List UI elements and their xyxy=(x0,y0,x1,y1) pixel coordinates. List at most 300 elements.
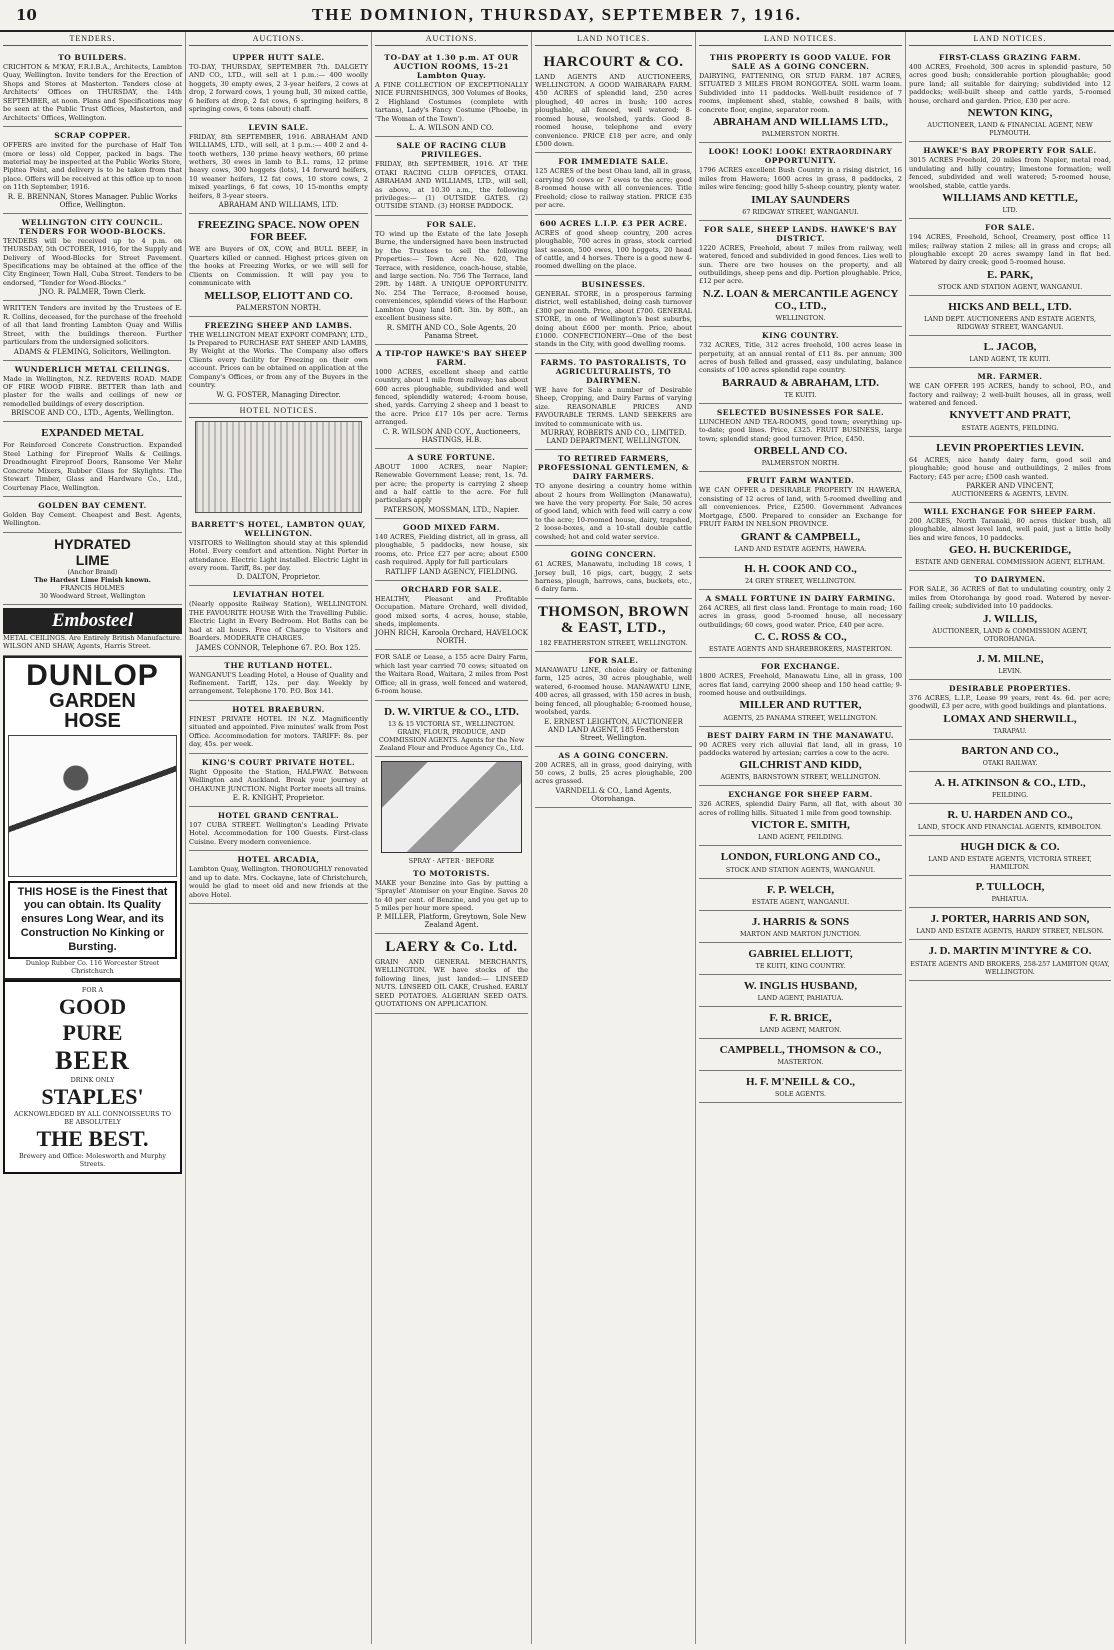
masthead xyxy=(0,0,1114,32)
ad-body: LEVIN. xyxy=(998,666,1022,675)
ad-headline: SALE OF RACING CLUB PRIVILEGES. xyxy=(396,141,507,160)
ad-headline: FOR IMMEDIATE SALE. xyxy=(558,157,669,167)
ad-headline: D. W. VIRTUE & CO., LTD. xyxy=(384,705,519,718)
column-tenders xyxy=(0,32,186,1644)
ad-headline: FOR SALE. xyxy=(984,223,1036,233)
ad-body: GRAIN AND GENERAL MERCHANTS, WELLINGTON. WE have stocks of the following lines, just landed:— LINSEED NUTS. LINSEED OIL CAKE, Crushed. EARLY SEED POTATOES. ALGERIAN SEED OATS. QUOTATIONS ON APPLICATION. xyxy=(375,957,528,1009)
ad xyxy=(909,219,1111,296)
ad-headline: WILLIAMS AND KETTLE, xyxy=(942,192,1078,205)
ad xyxy=(699,658,902,726)
ad-headline: IMLAY SAUNDERS xyxy=(751,193,850,206)
ad-headline: BARTON AND CO., xyxy=(961,744,1059,757)
ad-headline: HARCOURT & CO. xyxy=(543,54,684,70)
ad xyxy=(189,807,368,851)
ad-headline: MR. FARMER. xyxy=(977,372,1043,382)
ad-subline: Brewery and Office: Molesworth and Murphy Streets. xyxy=(18,1152,167,1169)
ad-body: LAND AGENT, MARTON. xyxy=(759,1026,842,1034)
ad-headline: J. PORTER, HARRIS AND SON, xyxy=(930,913,1090,926)
ad-body: 67 RIDGWAY STREET, WANGANUI. xyxy=(742,207,859,216)
ad-body: Made in Wellington, N.Z. REDVERS ROAD. MADE OF FIRE WOOD FIBRE. BETTER than lath and plaster for the walls and ceilings of new or remodelled buildings of every description. xyxy=(3,374,182,408)
ad-body: 61 ACRES, Manawatu, including 18 cows, 1 Jersey bull, 16 pigs, cart, buggy, 2 sets harness, plough, harrows, cans, buckets, etc., 6 dairy farm. xyxy=(535,560,692,594)
ad xyxy=(909,740,1111,772)
ad-headline: NEWTON KING, xyxy=(967,107,1053,120)
ad xyxy=(699,1007,902,1039)
ad xyxy=(699,327,902,404)
ad xyxy=(375,519,528,581)
ad-body: AUCTIONEER, LAND & FINANCIAL AGENT, NEW PLYMOUTH. xyxy=(927,121,1093,138)
ad-headline: F. P. WELCH, xyxy=(766,883,835,896)
ad xyxy=(375,650,528,700)
ad-body: PALMERSTON NORTH. xyxy=(761,459,840,468)
ad-body: WE CAN OFFER a DESIRABLE PROPERTY IN HAWERA, consisting of 12 acres of land, with 5-roomed dwelling and all conveniences. Price, £2500. Government Advances Mortgage, £500. Prepared to consider an Exchange for FRUIT FARM IN NELSON PROVINCE. xyxy=(699,486,902,529)
ad-signature: BRISCOE AND CO., LTD., Agents, Wellington. xyxy=(11,409,174,418)
ad-body: TO anyone desiring a country home within about 2 hours from Wellington (Manawatu), we have the very property. For Sale, 50 acres of good land, which with feed will carry a cow to the acre; 10-roomed house, dairy, trapshed, 2 loose-boxes, and a 10-stall double cattle cowshed; hot and cold water service. xyxy=(535,482,692,541)
ad-headline: DESIRABLE PROPERTIES. xyxy=(948,683,1072,693)
ad-body: 3015 ACRES Freehold, 20 miles from Napier, metal road, undulating and hilly country; limestone formation; well fenced, subdivided and well watered; 5-roomed house, woolshed, stable, cattle yards. xyxy=(909,156,1111,190)
ad-body: LAND, STOCK AND FINANCIAL AGENTS, KIMBOLTON. xyxy=(917,823,1103,832)
ad xyxy=(3,49,182,127)
column-heading: TENDERS. xyxy=(3,32,182,46)
ad-headline: SCRAP COPPER. xyxy=(54,131,131,141)
ad-headline: FRUIT FARM WANTED. xyxy=(746,476,855,486)
ad-body: 90 ACRES very rich alluvial flat land, all in grass, 10 paddocks watered by artesian; carries a cow to the acre. xyxy=(699,740,902,757)
ad xyxy=(909,680,1111,740)
ad-body: For Reinforced Concrete Construction. Expanded Steel Lathing for Fireproof Walls & Ceilings. Dreadnought Fireproof Doors, Ransome Ver Mehr Concrete Mixers, Rubber Glass for Skylights. The Stewart Timber, Glass and Hardware Co., Ltd., Courtenay Place, Wellington. xyxy=(3,441,182,492)
ad-body: STOCK AND STATION AGENTS, WANGANUI. xyxy=(725,865,876,874)
ad xyxy=(699,49,902,143)
ad-body: THIS HOSE is the Finest that you can obtain. Its Quality ensures Long Wear, and its Construction No Kinking or Bursting. xyxy=(8,881,177,960)
embosteel-ad xyxy=(3,605,182,656)
ad-signature: ABRAHAM AND WILLIAMS, LTD. xyxy=(218,201,339,210)
ad-body: (Nearly opposite Railway Station), WELLINGTON. THE FAVOURITE HOUSE With the Travelling Public. Electric Light in Every Bedroom. Hot Baths can be had at all hours. Free of Charge to Visitors and Boarders. MODERATE CHARGES. xyxy=(189,600,368,643)
ad-headline: LONDON, FURLONG AND CO., xyxy=(720,851,881,864)
ad xyxy=(699,1071,902,1103)
ad-body: 1796 ACRES excellent Bush Country in a rising district, 16 miles from Hawera; 1600 acres in grass, 8 paddocks, 2 miles wire fencing; good hilly 5-sheep country, plenty water. xyxy=(699,166,902,192)
ad-body: WE have for Sale a number of Desirable Sheep, Cropping, and Dairy Farms of varying size. REASONABLE PRICES AND FAVOURABLE TERMS. LAND SEEKERS are invited to communicate with us. xyxy=(535,385,692,428)
ad-headline: THE RUTLAND HOTEL. xyxy=(224,660,333,670)
ad xyxy=(699,786,902,846)
ad-body: 200 ACRES, North Taranaki, 80 acres thicker bush, all ploughable, almost level land, well paid, just a little holly lies and wire fences, 10 paddocks. xyxy=(909,516,1111,542)
column-land-notices-1 xyxy=(532,32,696,1644)
ad-headline: WELLINGTON CITY COUNCIL. TENDERS FOR WOOD-BLOCKS. xyxy=(19,217,166,236)
ad-headline: BUSINESSES. xyxy=(581,279,646,289)
ad xyxy=(375,581,528,651)
ad-subline: The Hardest Lime Finish known. xyxy=(34,575,151,584)
ad xyxy=(535,450,692,546)
ad xyxy=(375,345,528,449)
ad-headline: 600 ACRES L.I.P. £3 PER ACRE. xyxy=(539,218,688,228)
ad-headline: FOR SALE. xyxy=(588,655,639,665)
ad-headline: GOING CONCERN. xyxy=(570,550,657,560)
ad-headline: BARRAUD & ABRAHAM, LTD. xyxy=(722,376,879,389)
ad xyxy=(535,49,692,153)
column-auctions-1 xyxy=(186,32,372,1644)
ad-subline: (Anchor Brand) xyxy=(67,567,118,576)
ad-headline: HOSE xyxy=(64,709,121,732)
ad-body: 200 ACRES, all in grass, good dairying, with 50 cows, 2 bulls, 25 acres ploughable, 200 acres grassed. xyxy=(535,760,692,786)
ad xyxy=(3,127,182,214)
page-number: 10 xyxy=(16,6,37,24)
ad xyxy=(189,317,368,404)
ad xyxy=(3,214,182,302)
ad-headline: N.Z. LOAN & MERCANTILE AGENCY CO., LTD., xyxy=(702,287,899,312)
ad-body: WRITTEN Tenders are invited by the Trustees of E. R. Collins, deceased, for the purchase of the freehold of all that land fronting Lambton Quay and Willis Street, with the buildings thereon. Further particulars from the undersigned solicitors. xyxy=(3,304,182,347)
ad-headline: J. HARRIS & SONS xyxy=(751,915,850,928)
ad-headline: E. PARK, xyxy=(987,268,1033,281)
ad-headline: EXPANDED METAL xyxy=(41,427,144,440)
ad-headline: BEST DAIRY FARM IN THE MANAWATU. xyxy=(706,730,895,740)
ad-body: LAND AGENTS AND AUCTIONEERS, WELLINGTON. A GOOD WAIRARAPA FARM. 450 ACRES of splendid land, 250 acres ploughed, 40 acres in bush; 100 acres ploughable, all fenced, well watered; 8-roomed house, woolshed, yards. Good 8-roomed house, telephone and every convenience. PRICE £18 per acre, and only £500 down. xyxy=(535,72,692,148)
ad-headline: LOMAX AND SHERWILL, xyxy=(943,712,1077,725)
ad xyxy=(909,804,1111,836)
ad xyxy=(189,586,368,656)
ad-headline: THIS PROPERTY IS GOOD VALUE. FOR SALE AS A GOING CONCERN. xyxy=(709,53,892,71)
ad-signature: PATERSON, MOSSMAN, LTD., Napier. xyxy=(383,505,520,514)
ad-signature: ADAMS & FLEMING, Solicitors, Wellington. xyxy=(13,347,172,356)
ad-headline: R. U. HARDEN AND CO., xyxy=(947,809,1073,822)
ad-body: OTAKI RAILWAY. xyxy=(982,758,1038,767)
ad-headline: LAERY & Co. Ltd. xyxy=(385,939,518,956)
ad-body: MARTON AND MARTON JUNCTION. xyxy=(740,929,861,938)
ad-headline: TO RETIRED FARMERS, PROFESSIONAL GENTLEMEN, & DAIRY FARMERS. xyxy=(537,454,690,482)
ad-headline: C. C. ROSS & CO., xyxy=(754,631,847,643)
ad xyxy=(3,497,182,533)
ad xyxy=(699,472,902,557)
ad-headline: FOR SALE, SHEEP LANDS. HAWKE'S BAY DISTRICT. xyxy=(704,224,897,243)
ad xyxy=(189,49,368,119)
ad-body: ESTATE AND GENERAL COMMISSION AGENT, ELTHAM. xyxy=(915,558,1105,567)
ad-body: Right Opposite the Station, HALFWAY. Between Wellington and Auckland. Break your journey at OHAKUNE JUNCTION. Night Porter meets all trains. xyxy=(189,767,368,793)
ad-headline: FOR EXCHANGE. xyxy=(760,662,841,672)
ad xyxy=(535,153,692,214)
ad xyxy=(699,1039,902,1071)
ad-body: 376 ACRES, L.I.P., Lease 99 years, rent 4s. 6d. per acre; goodwill, £3 per acre, with good buildings and plantations. xyxy=(909,693,1111,711)
ad-headline: EXCHANGE FOR SHEEP FARM. xyxy=(728,790,873,800)
ad-headline: HOTEL BRAEBURN. xyxy=(232,704,325,714)
dunlop-hose-ad xyxy=(3,656,182,981)
ad-body: LAND AND ESTATE AGENTS, HARDY STREET, NELSON. xyxy=(916,927,1104,936)
ad-headline: GOLDEN BAY CEMENT. xyxy=(38,500,147,510)
ad xyxy=(3,361,182,423)
ad-body: ESTATE AGENTS AND BROKERS, 258-257 LAMBTON QUAY, WELLINGTON. xyxy=(910,959,1110,976)
ad-body: LAND AND ESTATE AGENTS, VICTORIA STREET, HAMILTON. xyxy=(928,855,1092,872)
ad-headline: J. M. MILNE, xyxy=(976,652,1044,665)
ad-headline: H. F. M'NEILL & CO., xyxy=(746,1076,855,1089)
ad-headline: PURE xyxy=(62,1020,123,1046)
ad xyxy=(375,216,528,345)
ad-signature: JAMES CONNOR, Telephone 67. P.O. Box 125. xyxy=(196,643,361,652)
ad-body: SOLE AGENTS. xyxy=(775,1090,826,1099)
ad-headline: TO DAIRYMEN. xyxy=(974,575,1046,585)
ad-body: VISITORS to Wellington should stay at this splendid Hotel. Every comfort and attention. Night Porter in attendance. Electric Light installed. Electric Light in every room. Tariff, 8s. per day. xyxy=(189,538,368,572)
ad-body: AGENTS, 25 PANAMA STREET, WELLINGTON. xyxy=(723,713,878,722)
ad xyxy=(699,221,902,327)
column-heading: LAND NOTICES. xyxy=(699,32,902,46)
ad xyxy=(189,657,368,701)
ad-headline: J. WILLIS, xyxy=(983,612,1037,625)
ad-headline: DUNLOP xyxy=(26,658,159,692)
ad-body: AUCTIONEER, LAND & COMMISSION AGENT, OTOROHANGA. xyxy=(932,626,1088,643)
ad-body: AGENTS, BARNSTOWN STREET, WELLINGTON. xyxy=(720,773,881,782)
ad xyxy=(375,701,528,757)
ad-body: LAND AGENT, FEILDING. xyxy=(758,833,843,842)
ad-headline: FREEZING SPACE. NOW OPEN FOR BEEF. xyxy=(197,219,360,244)
ad-body: FEILDING. xyxy=(991,791,1028,800)
ad xyxy=(909,648,1111,680)
ad-signature: PARKER AND VINCENT, xyxy=(966,481,1054,490)
hydrated-lime-ad xyxy=(3,533,182,605)
ad-body: ESTATE AGENTS, FEILDING. xyxy=(961,423,1059,432)
ad-signature: E. R. KNIGHT, Proprietor. xyxy=(232,793,325,802)
ad xyxy=(375,137,528,216)
gardener-illustration xyxy=(8,735,177,877)
ad-headline: MELLSOP, ELIOTT AND CO. xyxy=(204,289,353,302)
ad-body: 182 FEATHERSTON STREET, WELLINGTON. xyxy=(539,638,688,647)
ad-body: LTD. xyxy=(1002,206,1018,215)
ad-signature: RATLIFF LAND AGENCY, FIELDING. xyxy=(385,567,518,576)
ad-body: 140 ACRES, Fielding district, all in grass, all ploughable, 5 paddocks, new house, six rooms, etc. Price £27 per acre; about £500 cash required. Apply for full particulars xyxy=(375,532,528,567)
ad-headline: HAWKE'S BAY PROPERTY FOR SALE. xyxy=(923,146,1097,156)
hotel-building-illustration xyxy=(195,421,362,513)
ad xyxy=(909,772,1111,804)
ad-body: FOR SALE, 36 ACRES of flat to undulating country, only 2 miles from Otorohanga by good road. Watered by never-failing creek; subdivided into 10 paddocks. xyxy=(909,585,1111,611)
ad-signature: L. A. WILSON AND CO. xyxy=(409,124,494,133)
ad-body: THE WELLINGTON MEAT EXPORT COMPANY, LTD., Is Prepared to PURCHASE FAT SHEEP AND LAMBS, By Weight at the Works. The Company also offers Clients every facility for Freezing on their own account. Prices can be obtained on application at the Company's Offices, or from any of the Buyers in the country. xyxy=(189,330,368,390)
ad-headline: VICTOR E. SMITH, xyxy=(751,819,850,832)
ad xyxy=(909,571,1111,647)
ad-signature: R. SMITH AND CO., Sole Agents, 20 Panama Street. xyxy=(386,323,517,340)
ad-body: 24 GREY STREET, WELLINGTON. xyxy=(745,576,856,585)
ad-body: TE KUITI. xyxy=(784,390,817,399)
ad-subline: FOR A xyxy=(81,986,104,995)
ad-headline: GABRIEL ELLIOTT, xyxy=(748,947,853,960)
ad-body: 107 CUBA STREET. Wellington's Leading Private Hotel. Accommodation for 100 Guests. First-class Cuisine. Every modern convenience. xyxy=(189,820,368,846)
ad-headline: LEVIN SALE. xyxy=(248,122,309,132)
ad-headline: FREEZING SHEEP AND LAMBS. xyxy=(204,320,353,330)
ad-body: GENERAL STORE, in a prosperous farming district, well established, doing cash turnover £300 per month. Price, about £700. GENERAL STORE, in one of Wellington's best suburbs, doing about £600 per month. Price, about £1000. CONFECTIONERY—One of the best stands in the City, with good dwelling rooms. xyxy=(535,289,692,349)
ad xyxy=(535,354,692,450)
ad-headline: AS A GOING CONCERN. xyxy=(558,750,669,760)
ad-body: MANAWATU LINE, choice dairy or fattening farm, 125 acres, 30 acres ploughable, well watered, 6-roomed house. MANAWATU LINE, 400 acres, all grassed, with 150 acres in bush, being fenced, all ploughable; 6-roomed house, woolshed, yards. xyxy=(535,665,692,717)
ad-body: WELLINGTON. xyxy=(775,314,826,323)
ad xyxy=(3,422,182,497)
ad xyxy=(699,975,902,1007)
caption: SPRAY xyxy=(408,856,431,865)
ad-body: MAKE your Benzine into Gas by putting a 'Spraylet' Atomiser on your Engine. Saves 20 to 40 per cent. of Benzine, and you get up to 5 miles per hour more speed. xyxy=(375,878,528,912)
column-heading: LAND NOTICES. xyxy=(909,32,1111,46)
ad-headline: TO-DAY at 1.30 p.m. AT OUR AUCTION ROOMS, 15-21 Lambton Quay. xyxy=(384,53,519,80)
ad-headline: W. INGLIS HUSBAND, xyxy=(743,979,858,992)
ad xyxy=(535,276,692,354)
ad-logo: Embosteel xyxy=(3,608,182,634)
ad-body: 264 ACRES, all first class land. Frontage to main road; 160 acres in grass, good 5-roomed house, all necessary outbuildings; 60 cows, good water. Price, £40 per acre. xyxy=(699,603,902,629)
ad-signature: P. MILLER, Platform, Greytown, Sole New Zealand Agent. xyxy=(376,913,527,930)
ad-headline: HOTEL ARCADIA, xyxy=(237,855,320,865)
ad-headline: LIME xyxy=(75,551,110,568)
ad-body: METAL CEILINGS. Are Entirely British Manufacture. WILSON AND SHAW, Agents, Harris Street. xyxy=(3,633,182,651)
ad xyxy=(189,119,368,215)
ad-body: LAND AND ESTATE AGENTS, HAWERA. xyxy=(734,544,867,553)
ad-headline: LEVIN PROPERTIES LEVIN. xyxy=(936,441,1084,454)
ad xyxy=(189,214,368,316)
ad-signature: PALMERSTON NORTH. xyxy=(236,303,321,312)
ad-body: FOR SALE or Lease, a 155 acre Dairy Farm, which last year carried 70 cows; situated on the Waitara Road, Waitara, 2 miles from Post Office; all in grass, well fenced and watered, 6-room house. xyxy=(375,653,528,696)
ad-headline: FARMS. TO PASTORALISTS, TO AGRICULTURALISTS, TO DAIRYMEN. xyxy=(540,357,687,385)
ad-body: FRIDAY, 8th SEPTEMBER, 1916. AT THE OTAKI RACING CLUB OFFICES, OTAKI. ABRAHAM AND WILLIAMS, LTD., will sell, as above, at 10.30 a.m., the following privileges:— (1) OUTSIDE GATES. (2) OUTSIDE STAND. (3) HORSE PADDOCK. xyxy=(375,160,528,211)
column-land-notices-3 xyxy=(906,32,1114,1644)
ad-brand: STAPLES' xyxy=(41,1084,144,1110)
ad-signature: R. E. BRENNAN, Stores Manager. Public Works Office, Wellington. xyxy=(7,192,178,209)
ad xyxy=(699,879,902,911)
ad-body: TE KUITI, KING COUNTRY. xyxy=(755,961,846,970)
ad-headline: A SURE FORTUNE. xyxy=(407,452,496,462)
ad-headline: LOOK! LOOK! LOOK! EXTRAORDINARY OPPORTUNITY. xyxy=(708,147,893,166)
ad-headline: KING COUNTRY. xyxy=(762,331,839,341)
ad-subline: 30 Woodward Street, Wellington xyxy=(39,591,146,600)
ad xyxy=(909,336,1111,368)
ad-body: ESTATE AGENT, WANGANUI. xyxy=(751,897,850,906)
staples-beer-ad xyxy=(3,980,182,1174)
ad-signature: W. G. FOSTER, Managing Director. xyxy=(216,390,341,399)
ad-body: HEALTHY, Pleasant and Profitable Occupation. Mature Orchard, well divided, good mixed sorts, 4 acres, house, stable, sheds, implements. xyxy=(375,594,528,628)
column-auctions-2 xyxy=(372,32,532,1644)
ad-body: CRICHTON & M'KAY, F.R.I.B.A., Architects, Lambton Quay, Wellington. Invite tenders for the Erection of Shops and Stores at Masterton. Tenders close at Architects' Offices on THURSDAY, the 14th SEPTEMBER, at noon. Plans and Specifications may be seen at the Public Trust Offices, Masterton, and Architects' Offices, Wellington. xyxy=(3,63,182,122)
ad-body: A FINE COLLECTION OF EXCEPTIONALLY NICE FURNISHINGS, 300 Volumes of Books, 2 Highland Costumes (complete with tartans), Lady's Fancy Costume (Phoebe, in 'The Woman of the Town'). xyxy=(375,81,528,123)
ad xyxy=(535,215,692,276)
ad-body: WE CAN OFFER 195 ACRES, handy to school, P.O., and factory and railway; 2 well-built houses, all in grass, well watered and fenced. xyxy=(909,382,1111,408)
ad-headline: H. H. COOK AND CO., xyxy=(744,562,857,575)
ad xyxy=(699,911,902,943)
ad-signature: D. DALTON, Proprietor. xyxy=(236,573,321,582)
ad-headline: GOOD MIXED FARM. xyxy=(403,522,500,532)
ad-body: AUCTIONEERS & AGENTS, LEVIN. xyxy=(951,489,1069,498)
column-land-notices-2 xyxy=(696,32,906,1644)
ad-signature: JNO. R. PALMER, Town Clerk. xyxy=(39,288,146,297)
ad-headline: WILL EXCHANGE FOR SHEEP FARM. xyxy=(923,506,1097,516)
ad-headline: TO MOTORISTS. xyxy=(413,868,490,878)
ad xyxy=(699,143,902,220)
ad-body: PALMERSTON NORTH. xyxy=(761,130,840,139)
ad xyxy=(535,652,692,747)
ad xyxy=(909,49,1111,142)
ad xyxy=(189,516,368,587)
ad-body: WE are Buyers of OX, COW, and BULL BEEF, in Quarters killed or canned. Highest prices given on the hooks at Freezing Works, or we will sell for Clients on Commission. It will pay you to communicate with xyxy=(189,245,368,288)
ad-body: TO-DAY, THURSDAY, SEPTEMBER 7th. DALGETY AND CO., LTD., will sell at 1 p.m.:— 400 woolly hoggets, 30 empty ewes, 2 3-year heifers, 2 cows at drop, 2 forward cows, 1 young bull, 30 mixed cattle, 6 heifers at drop, 2 fat cows, 6 springing heifers, 8 springing cows, 6 tons (about) chaff. xyxy=(189,63,368,114)
ad-signature: E. ERNEST LEIGHTON, AUCTIONEER AND LAND AGENT, 185 Featherston Street, Wellington. xyxy=(544,717,683,742)
ad-body: ACRES of good sheep country, 200 acres ploughable, 700 acres in grass, stock carried last season, 500 ewes, 100 hoggets, 20 head of cattle, and 4 horses. There is a good new 4-roomed dwelling on the place. xyxy=(535,228,692,271)
ad-headline: J. D. MARTIN M'INTYRE & CO. xyxy=(928,945,1092,958)
ad xyxy=(909,142,1111,219)
ad xyxy=(909,368,1111,436)
ad-headline: ORCHARD FOR SALE. xyxy=(400,584,503,594)
ad-headline: GARDEN xyxy=(49,689,136,712)
ad-body: LAND DEPT. AUCTIONEERS AND ESTATE AGENTS, RIDGWAY STREET, WANGANUI. xyxy=(923,315,1097,332)
ad-headline: HOTEL GRAND CENTRAL. xyxy=(217,810,340,820)
ad xyxy=(909,876,1111,908)
ad-headline: UPPER HUTT SALE. xyxy=(232,53,325,62)
ad-headline: CAMPBELL, THOMSON & CO., xyxy=(719,1044,882,1056)
ad-headline: FIRST-CLASS GRAZING FARM. xyxy=(939,53,1081,62)
ad-body: LUNCHEON AND TEA-ROOMS, good town; everything up-to-date; good lines. Price, £325. FRUIT BUSINESS, large town; splendid stand; good turnover. Price, £450. xyxy=(699,417,902,443)
ad xyxy=(909,503,1111,571)
caption: BEFORE xyxy=(465,856,495,865)
ad xyxy=(375,865,528,935)
ad-headline: HYDRATED xyxy=(54,535,131,552)
ad-body: 1220 ACRES, Freehold, about 7 miles from railway, well watered, fenced and subdivided in good fences. Lies well to sun. There are two houses on the property, and all outbuildings, sheep pens and dip. Portion ploughable. Price, £12 per acre. xyxy=(699,243,902,286)
ad xyxy=(3,301,182,360)
ad-body: OFFERS are invited for the purchase of Half Ton (more or less) old Copper, packed in bags. The material may be inspected at the Public Works Store, Pipitea Point, and delivery is to be taken from that place. Offers will be received at this office up to noon on 11th September, 1916. xyxy=(3,141,182,192)
spraylet-illustration xyxy=(381,761,522,853)
ad-headline: GRANT & CAMPBELL, xyxy=(740,530,861,543)
ad-body: FINEST PRIVATE HOTEL IN N.Z. Magnificently situated and appointed. Five minutes' walk from Post Office. Accommodation for motors. TARIFF: 8s. per day, 45s. per week. xyxy=(189,714,368,749)
ad-headline: HICKS AND BELL, LTD. xyxy=(948,300,1072,313)
ad-body: DAIRYING, FATTENING, OR STUD FARM. 187 ACRES, SITUATED 3 MILES FROM RONGOTEA. SOIL warm loam. Subdivided into 11 paddocks. Well-built residence of 7 rooms, implement shed, stable, cowshed 8 bails, with concrete floor, engine, separator room. xyxy=(699,72,902,114)
ad xyxy=(699,558,902,590)
ad-signature: VARNDELL & CO., Land Agents, Otorohanga. xyxy=(555,786,672,803)
section-heading: HOTEL NOTICES. xyxy=(189,404,368,418)
ad-body: TARAPAU. xyxy=(993,726,1027,735)
ad-body: 400 ACRES, Freehold, 300 acres in splendid pasture, 50 acres good bush; considerable portion ploughable; good pure land; all suitable for dairying; subdivided into 12 paddocks; well-built sheep and cattle yards, 5-roomed house, orchard and garden. Price, £30 per acre. xyxy=(909,63,1111,105)
ad xyxy=(699,590,902,658)
ad-subline: ACKNOWLEDGED BY ALL CONNOISSEURS TO BE ABSOLUTELY xyxy=(13,1110,172,1127)
ad-subline: FRANCIS HOLMES xyxy=(60,583,125,592)
ad-headline: HUGH DICK & CO. xyxy=(960,841,1060,854)
ad-signature: C. R. WILSON AND COY., Auctioneers, HASTINGS, H.B. xyxy=(382,427,521,444)
ad-body: 125 ACRES of the best Ohau land, all in grass, carrying 50 cows or 7 ewes to the acre; good 8-roomed house with all conveniences. Title Freehold; close to railway station. PRICE £35 per acre. xyxy=(535,167,692,210)
ad-signature: MURRAY, ROBERTS AND CO., LIMITED. LAND DEPARTMENT, WELLINGTON. xyxy=(540,429,687,446)
ad-body: ABOUT 1000 ACRES, near Napier; Renewable Government Lease; rent, 1s. 7d. per acre; the property is carrying 2 sheep and a half cattle to the acre. For full particulars apply xyxy=(375,462,528,505)
column-heading: AUCTIONS. xyxy=(375,32,528,46)
ad-body: 1000 ACRES, excellent sheep and cattle country, about 1 mile from railway; has about 600 acres ploughable, subdivided and well fenced, splendidly watered; 4-room house, shed, yards. Carrying 2 sheep and 1 beast to the acre. Price £17 10s per acre. Terms arranged. xyxy=(375,367,528,427)
ad xyxy=(535,599,692,652)
ad-headline: A. H. ATKINSON & CO., LTD., xyxy=(934,776,1086,789)
ad-body: MASTERTON. xyxy=(777,1058,824,1067)
column-heading: LAND NOTICES. xyxy=(535,32,692,46)
ad-body: 326 ACRES, splendid Dairy Farm, all flat, with about 30 acres of rolling hills. Situated 1 mile from good township. xyxy=(699,800,902,817)
ad xyxy=(535,546,692,599)
ad-headline: ORBELL AND CO. xyxy=(753,445,848,458)
ad-headline: WUNDERLICH METAL CEILINGS. xyxy=(14,364,171,374)
ad-headline: GILCHRIST AND KIDD, xyxy=(739,759,862,772)
ad-body: WANGANUI'S Leading Hotel, a House of Quality and Refinement. Tariff, 12s. per day. Weekly by arrangement. Telephone 170. P.O. Box 141. xyxy=(189,670,368,696)
ad-body: 13 & 15 VICTORIA ST., WELLINGTON. GRAIN, FLOUR, PRODUCE, AND COMMISSION AGENTS. Agents for the New Zealand Flour and Produce Agency Co., Ltd. xyxy=(378,719,525,752)
ad-body: ESTATE AGENTS AND SHAREBROKERS, MASTERTON. xyxy=(708,645,893,654)
ad-headline: F. R. BRICE, xyxy=(769,1011,832,1024)
ad-headline: A TIP-TOP HAWKE'S BAY SHEEP FARM. xyxy=(375,348,528,367)
ad-headline: THOMSON, BROWN & EAST, LTD., xyxy=(537,603,690,637)
ad xyxy=(909,836,1111,876)
ad-body: 64 ACRES, nice handy dairy farm, good soil and ploughable; good house and outbuildings, 2 miles from Factory; £45 per acre; £500 cash wanted. xyxy=(909,455,1111,481)
ad xyxy=(699,943,902,975)
ad xyxy=(189,701,368,754)
ad-subline: Dunlop Rubber Co. 116 Worcester Street Christchurch xyxy=(25,959,160,976)
column-heading: AUCTIONS. xyxy=(189,32,368,46)
ad-body: STOCK AND STATION AGENT, WANGANUI. xyxy=(937,282,1083,291)
ad xyxy=(189,851,368,904)
ad xyxy=(909,940,1111,980)
ad-headline: LEVIATHAN HOTEL xyxy=(232,590,325,600)
ad-body: TENDERS will be received up to 4 p.m. on THURSDAY, 5th OCTOBER, 1916, for the Supply and Delivery of Wood-Blocks for Street Pavement. Specifications may be obtained at the office of the City Engineer, Town Hall, Cuba Street. Tenders to be endorsed, "Tender for Wood-Blocks." xyxy=(3,236,182,287)
ad-headline: FOR SALE. xyxy=(426,219,477,229)
ad-headline: BARRETT'S HOTEL, LAMBTON QUAY, WELLINGTON. xyxy=(191,519,366,538)
ad xyxy=(375,449,528,519)
ad-headline: P. TULLOCH, xyxy=(975,881,1045,894)
ad xyxy=(375,934,528,1013)
ad-headline: ABRAHAM AND WILLIAMS LTD., xyxy=(712,116,889,129)
ad-body: FRIDAY, 8th SEPTEMBER, 1916. ABRAHAM AND WILLIAMS, LTD., will sell, at 1 p.m.:— 400 2 and 4-tooth wethers, 130 prime heavy wethers, 60 prime wethers, 30 ewes in lamb to B.L. rams, 12 prime heavy cows, 300 hoggets (lots), 14 forward heifers, 10 weaner heifers, 12 fat cows, 10 store cows, 2 mixed yearlings, 6 fat cows, 10 15-months empty heifers, 8 3-year steers. xyxy=(189,132,368,200)
spray-captions: SPRAY · AFTER · BEFORE xyxy=(408,856,495,865)
caption: AFTER xyxy=(436,856,460,865)
